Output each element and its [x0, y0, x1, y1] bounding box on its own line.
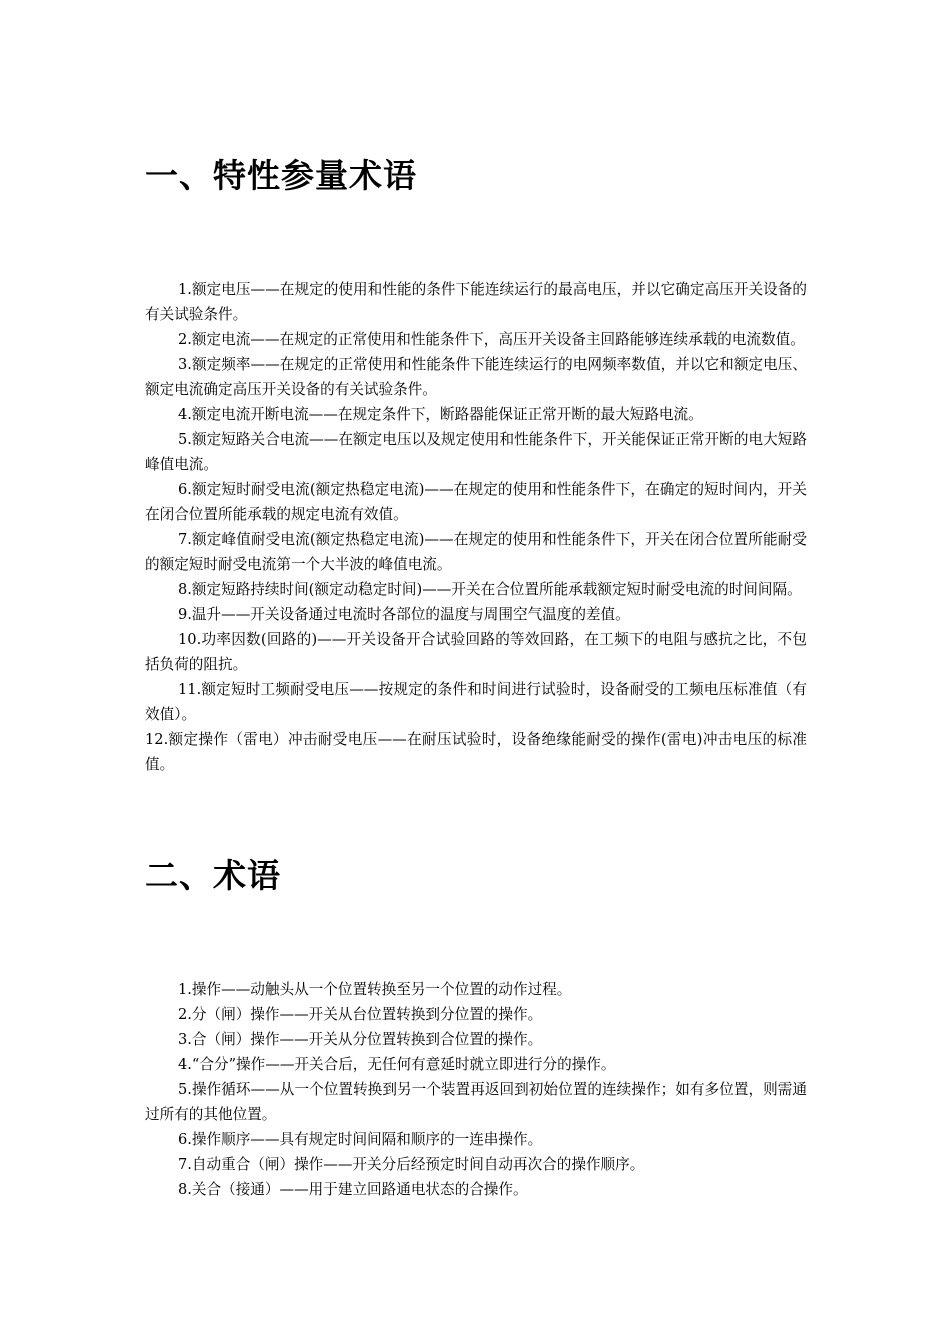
list-item: 9.温升——开关设备通过电流时各部位的温度与周围空气温度的差值。	[178, 606, 630, 623]
list-item: 11.额定短时工频耐受电压——按规定的条件和时间进行试验时，设备耐受的工频电压标准值（有效值）。	[145, 681, 807, 723]
list-item: 5.额定短路关合电流——在额定电压以及规定使用和性能条件下，开关能保证正常开断的电大短路峰值电流。	[145, 431, 807, 473]
list-item: 12.额定操作（雷电）冲击耐受电压——在耐压试验时，设备绝缘能耐受的操作(雷电)冲击电压的标准值。	[145, 731, 807, 773]
list-item: 8.额定短路持续时间(额定动稳定时间)——开关在合位置所能承载额定短时耐受电流的时间间隔。	[178, 581, 802, 598]
list-item: 10.功率因数(回路的)——开关设备开合试验回路的等效回路，在工频下的电阻与感抗之比，不包括负荷的阻抗。	[145, 631, 807, 673]
parameter-terms-list	[145, 277, 807, 777]
list-item: 3.合（闸）操作——开关从分位置转换到合位置的操作。	[178, 1031, 543, 1048]
list-item: 2.额定电流——在规定的正常使用和性能条件下，高压开关设备主回路能够连续承载的电流数值。	[178, 331, 805, 348]
section-heading-parameters: 一、特性参量术语	[145, 156, 417, 195]
list-item: 4.“合分”操作——开关合后，无任何有意延时就立即进行分的操作。	[178, 1056, 616, 1073]
list-item: 4.额定电流开断电流——在规定条件下，断路器能保证正常开断的最大短路电流。	[178, 406, 703, 423]
list-item: 7.自动重合（闸）操作——开关分后经预定时间自动再次合的操作顺序。	[178, 1156, 645, 1173]
list-item: 1.操作——动触头从一个位置转换至另一个位置的动作过程。	[178, 981, 572, 998]
list-item: 1.额定电压——在规定的使用和性能的条件下能连续运行的最高电压，并以它确定高压开关设备的有关试验条件。	[145, 281, 807, 323]
list-item: 6.操作顺序——具有规定时间间隔和顺序的一连串操作。	[178, 1131, 543, 1148]
list-item: 2.分（闸）操作——开关从台位置转换到分位置的操作。	[178, 1006, 543, 1023]
list-item: 6.额定短时耐受电流(额定热稳定电流)——在规定的使用和性能条件下，在确定的短时间内，开关在闭合位置所能承载的规定电流有效值。	[145, 481, 807, 523]
section-heading-terms: 二、术语	[145, 856, 281, 895]
list-item: 8.关合（接通）——用于建立回路通电状态的合操作。	[178, 1181, 528, 1198]
list-item: 7.额定峰值耐受电流(额定热稳定电流)——在规定的使用和性能条件下，开关在闭合位置所能耐受的额定短时耐受电流第一个大半波的峰值电流。	[145, 531, 807, 573]
list-item: 5.操作循环——从一个位置转换到另一个装置再返回到初始位置的连续操作；如有多位置，则需通过所有的其他位置。	[145, 1081, 807, 1123]
list-item: 3.额定频率——在规定的正常使用和性能条件下能连续运行的电网频率数值，并以它和额定电压、额定电流确定高压开关设备的有关试验条件。	[145, 356, 807, 398]
terms-list	[145, 977, 807, 1202]
